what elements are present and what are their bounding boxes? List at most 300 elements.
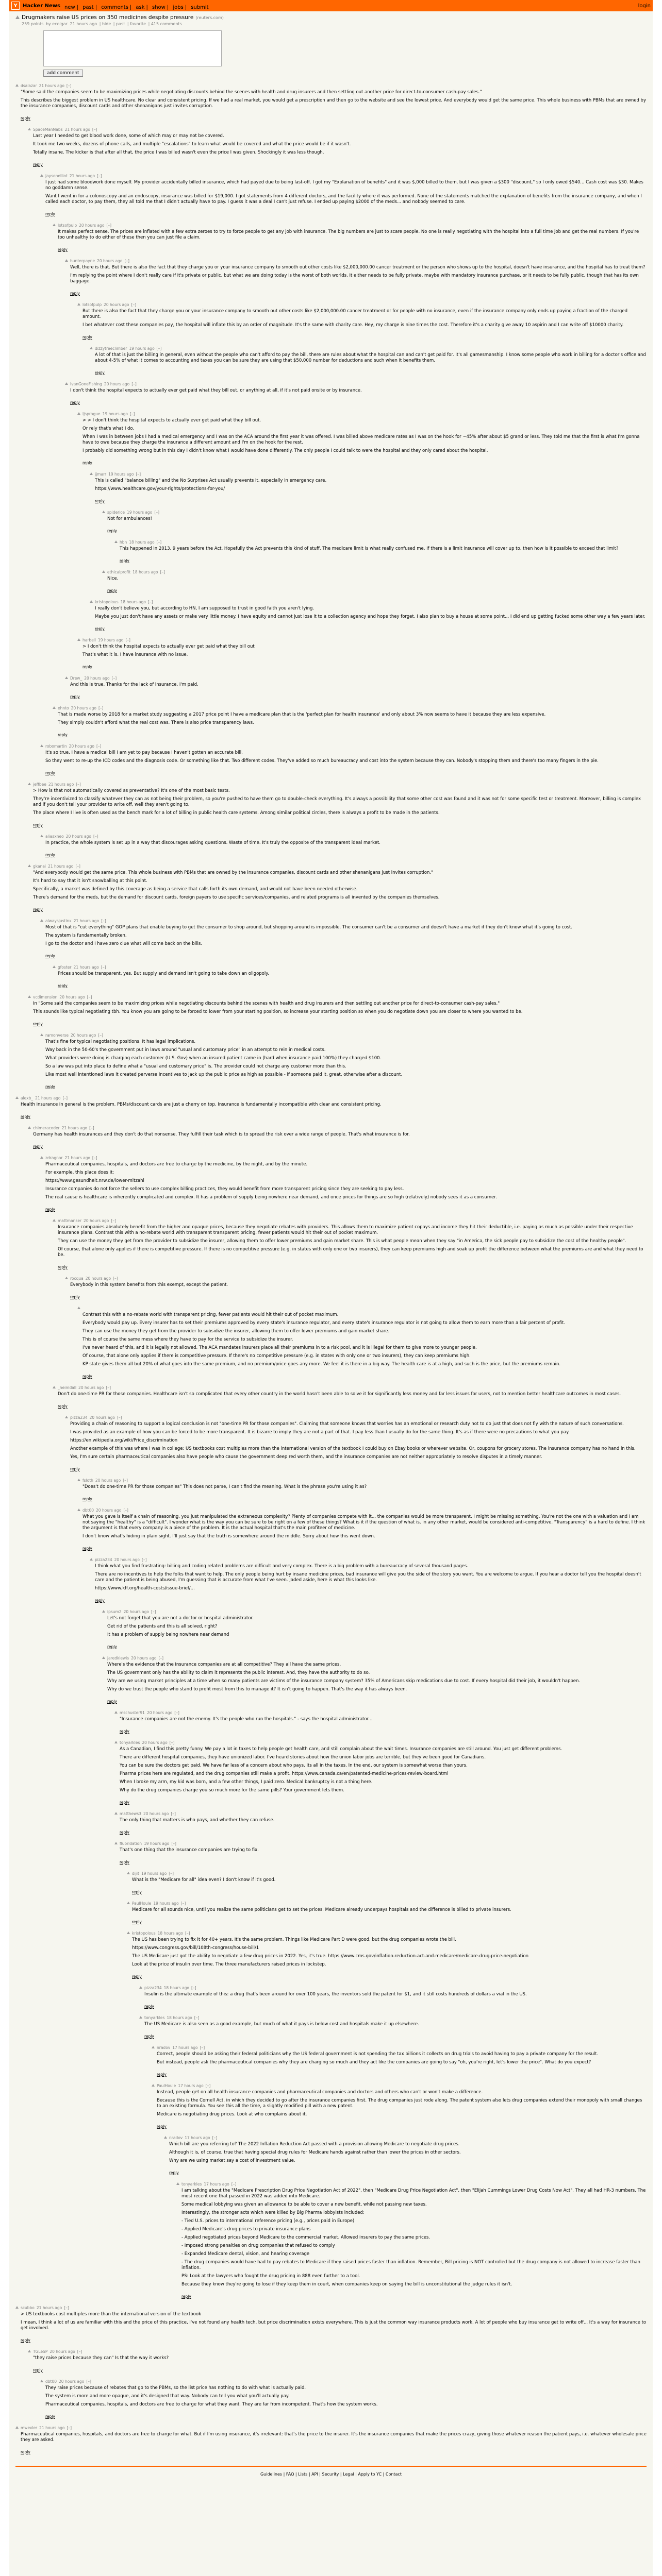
comment-collapse[interactable]: [–] — [97, 174, 102, 178]
reply-link[interactable]: reply — [82, 665, 92, 669]
comment-user[interactable]: SpaceManNabs — [33, 127, 63, 132]
nav-jobs[interactable]: jobs — [173, 4, 184, 10]
comment-collapse[interactable]: [–] — [124, 259, 130, 263]
comment-user[interactable]: pizza234 — [144, 1986, 162, 1990]
comment-collapse[interactable]: [–] — [200, 2045, 205, 2050]
comment-user[interactable]: mattmanser — [58, 1218, 82, 1223]
comment-user[interactable]: lotsofpulp — [82, 302, 102, 307]
comment-user[interactable]: dsalazar — [21, 83, 37, 88]
comment-text — [139, 1992, 647, 1997]
comment-collapse[interactable]: [–] — [151, 1609, 156, 1614]
comment-user[interactable]: aliasxneo — [45, 834, 64, 839]
comment-user[interactable]: nradov — [157, 2045, 171, 2050]
reply-link[interactable]: reply — [107, 588, 117, 593]
comment-age[interactable]: 20 hours ago — [59, 995, 85, 999]
comment-collapse[interactable]: [–] — [147, 600, 153, 604]
comment-collapse[interactable]: [–] — [130, 412, 135, 416]
reply-link[interactable]: reply — [45, 1084, 55, 1089]
comment-collapse[interactable]: [–] — [131, 382, 137, 386]
comment-age[interactable]: 20 hours ago — [146, 1710, 173, 1715]
comment-collapse[interactable]: [–] — [96, 744, 102, 749]
nav-show[interactable]: show — [152, 4, 166, 10]
comment-upvote-arrow-icon[interactable] — [127, 1872, 130, 1874]
comment-user[interactable]: ramonverse — [45, 1033, 69, 1038]
comment-upvote-arrow-icon[interactable] — [65, 259, 68, 262]
y-logo-icon[interactable]: Y — [11, 2, 20, 10]
comment-user[interactable]: robomartin — [45, 744, 67, 749]
reply-link[interactable]: reply — [82, 461, 92, 465]
reply-link[interactable]: reply — [58, 1404, 68, 1409]
reply-link[interactable]: reply — [144, 2034, 154, 2039]
comment-age[interactable]: 19 hours ago — [143, 1841, 170, 1846]
login-link[interactable]: login — [638, 3, 651, 9]
reply-link[interactable]: reply — [45, 2414, 55, 2419]
comment-user[interactable]: alexb_ — [21, 1096, 34, 1100]
comment-age[interactable]: 18 hours ago — [129, 540, 155, 545]
comment-age[interactable]: 20 hours ago — [104, 382, 130, 386]
reply-link[interactable]: reply — [45, 771, 55, 775]
reply-link[interactable]: reply — [21, 116, 30, 121]
reply-link[interactable]: reply — [45, 212, 55, 216]
comment-user[interactable]: mschuster91 — [120, 1710, 145, 1715]
comment-collapse[interactable]: [–] — [106, 223, 112, 228]
comment-upvote-arrow-icon[interactable] — [114, 540, 118, 543]
comment-user[interactable]: nradov — [169, 2136, 183, 2140]
story-hide[interactable]: hide — [102, 22, 111, 26]
comment-collapse[interactable]: [–] — [86, 2379, 91, 2384]
comment-upvote-arrow-icon[interactable] — [53, 965, 56, 968]
comment-upvote-arrow-icon[interactable] — [90, 600, 93, 603]
comment-user[interactable]: mwexler — [21, 2426, 38, 2430]
comment-age[interactable]: 17 hours ago — [172, 2045, 198, 2050]
comment-collapse[interactable]: [–] — [169, 1740, 175, 1745]
comment-age[interactable]: 20 hours ago — [96, 1508, 122, 1513]
reply-link[interactable]: reply — [33, 2368, 43, 2372]
comment-upvote-arrow-icon[interactable] — [77, 1307, 80, 1309]
reply-link[interactable]: reply — [70, 694, 80, 699]
comment-user[interactable]: vcdimension — [33, 995, 58, 999]
add-comment-button[interactable]: add comment — [43, 70, 83, 77]
reply-link[interactable]: reply — [144, 2004, 154, 2009]
reply-link[interactable]: reply — [21, 1114, 30, 1119]
comment-age[interactable]: 21 hours ago — [36, 2306, 62, 2310]
comment-user[interactable]: gfoster — [58, 965, 72, 970]
comment-age[interactable]: 19 hours ago — [97, 638, 124, 642]
comment-upvote-arrow-icon[interactable] — [15, 2426, 19, 2429]
comment-upvote-arrow-icon[interactable] — [28, 2350, 31, 2352]
reply-link[interactable]: reply — [169, 2171, 179, 2175]
reply-link[interactable]: reply — [70, 1467, 80, 1471]
comment-upvote-arrow-icon[interactable] — [40, 174, 43, 177]
comment-age[interactable]: 20 hours ago — [97, 259, 123, 263]
comment-age[interactable]: 21 hours ago — [39, 2426, 65, 2430]
comment-upvote-arrow-icon[interactable] — [40, 744, 43, 747]
comment-user[interactable]: ethicalprofit — [107, 570, 131, 574]
reply-link[interactable]: reply — [58, 733, 68, 737]
comment-collapse[interactable]: [–] — [160, 570, 166, 574]
comment-collapse[interactable]: [–] — [212, 2136, 218, 2140]
comment-upvote-arrow-icon[interactable] — [28, 1126, 31, 1129]
comment-collapse[interactable]: [–] — [174, 1710, 179, 1715]
comment-collapse[interactable]: [–] — [98, 706, 104, 710]
comment-upvote-arrow-icon[interactable] — [53, 706, 56, 709]
comment-user[interactable]: hbn — [120, 540, 127, 545]
story-comments[interactable]: 415 comments — [151, 22, 182, 26]
comment-collapse[interactable]: [–] — [117, 1415, 122, 1420]
comment-user[interactable]: jeffbee — [33, 782, 46, 787]
reply-link[interactable]: reply — [82, 1374, 92, 1379]
comment-age[interactable]: 20 hours ago — [114, 1557, 140, 1562]
comment-user[interactable]: Drew_ — [70, 676, 82, 681]
upvote-arrow-icon[interactable] — [15, 15, 20, 19]
comment-user[interactable]: rocqua — [70, 1276, 84, 1281]
comment-user[interactable]: jaysonelliot — [45, 174, 68, 178]
comment-upvote-arrow-icon[interactable] — [102, 1610, 105, 1613]
comment-collapse[interactable]: [–] — [87, 995, 92, 999]
comment-collapse[interactable]: [–] — [154, 510, 159, 515]
comment-user[interactable]: PaulHoule — [132, 1901, 152, 1906]
comment-collapse[interactable]: [–] — [101, 965, 106, 970]
comment-age[interactable]: 20 hours ago — [65, 834, 92, 839]
comment-age[interactable]: 21 hours ago — [61, 1126, 88, 1130]
story-age[interactable]: 21 hours ago — [70, 22, 97, 26]
comment-paragraph: Yes, I'm sure certain pharmaceutical companies also have people who cause the government deep red worth them, and the insurance companies are not neither appropriately to resolve disputes in a timely manner. — [70, 1454, 542, 1460]
reply-link[interactable]: reply — [82, 335, 92, 340]
comment-collapse[interactable]: [–] — [89, 1126, 94, 1130]
comment-age[interactable]: 21 hours ago — [48, 782, 74, 787]
comment-age[interactable]: 20 hours ago — [78, 1385, 104, 1390]
comment-user[interactable]: fsloth — [82, 1478, 93, 1483]
comment-collapse[interactable]: [–] — [136, 472, 141, 477]
comment-user[interactable]: dbt00 — [45, 2379, 57, 2384]
reply-link[interactable]: reply — [45, 1207, 55, 1212]
comment-age[interactable]: 21 hours ago — [48, 864, 74, 869]
reply-link[interactable]: reply — [120, 1729, 129, 1734]
comment-age[interactable]: 17 hours ago — [204, 2182, 229, 2187]
comment-age[interactable]: 21 hours ago — [39, 83, 64, 88]
comment-user[interactable]: dijit — [132, 1871, 139, 1876]
comment-age[interactable]: 21 hours ago — [64, 127, 90, 132]
comment-collapse[interactable]: [–] — [171, 1841, 176, 1846]
comment-collapse[interactable]: [–] — [113, 1276, 118, 1281]
comment-user[interactable]: ehnto — [58, 706, 69, 710]
reply-link[interactable]: reply — [132, 1920, 142, 1924]
story-title[interactable]: Drugmakers raise US prices on 350 medicines despite pressure — [22, 14, 194, 21]
reply-link[interactable]: reply — [58, 984, 68, 988]
story-favorite[interactable]: favorite — [130, 22, 146, 26]
comment-collapse[interactable]: [–] — [106, 1385, 111, 1390]
comment-upvote-arrow-icon[interactable] — [28, 865, 31, 867]
reply-link[interactable]: reply — [58, 247, 68, 252]
story-past[interactable]: past — [116, 22, 125, 26]
comment-upvote-arrow-icon[interactable] — [28, 995, 31, 998]
comment-collapse[interactable]: [–] — [169, 1871, 174, 1876]
reply-link[interactable]: reply — [82, 1497, 92, 1501]
comment-upvote-arrow-icon[interactable] — [53, 1386, 56, 1388]
comment-user[interactable]: pizza234 — [95, 1557, 112, 1562]
reply-link[interactable]: reply — [95, 1598, 105, 1603]
reply-link[interactable]: reply — [33, 823, 43, 827]
comment-upvote-arrow-icon[interactable] — [65, 1416, 68, 1418]
comment-user[interactable]: scubbo — [21, 2306, 35, 2310]
comment-upvote-arrow-icon[interactable] — [90, 347, 93, 349]
comment-age[interactable]: 20 hours ago — [59, 2379, 85, 2384]
comment-upvote-arrow-icon[interactable] — [53, 1219, 56, 1222]
nav-submit[interactable]: submit — [191, 4, 209, 10]
reply-link[interactable]: reply — [157, 2124, 167, 2129]
comment-upvote-arrow-icon[interactable] — [77, 638, 80, 641]
comment-upvote-arrow-icon[interactable] — [28, 128, 31, 130]
comment-age[interactable]: 21 hours ago — [73, 919, 100, 923]
comment-user[interactable]: TGLeSP — [33, 2349, 48, 2354]
comment-upvote-arrow-icon[interactable] — [127, 1931, 130, 1934]
comment-upvote-arrow-icon[interactable] — [40, 835, 43, 837]
comment-upvote-arrow-icon[interactable] — [77, 303, 80, 306]
comment-upvote-arrow-icon[interactable] — [40, 2380, 43, 2382]
comment-age[interactable]: 20 hours ago — [49, 2349, 75, 2354]
nav-ask[interactable]: ask — [136, 4, 145, 10]
comment — [90, 471, 647, 504]
comment-age[interactable]: 19 hours ago — [129, 346, 155, 351]
comment-upvote-arrow-icon[interactable] — [65, 676, 68, 679]
comment-collapse[interactable]: [–] — [171, 1811, 176, 1816]
comment-user[interactable]: dbt00 — [82, 1508, 94, 1513]
comment-upvote-arrow-icon[interactable] — [40, 1156, 43, 1159]
reply-link[interactable]: reply — [132, 1974, 142, 1979]
comment-paragraph: Most of that is "cut everything" GOP plans that enable buying to get the consumer to shop around, but shopping around is impossible. The consumer can't be a consumer and doesn't have a market if they don't know what it's going to cost. — [45, 925, 572, 930]
comment-age[interactable]: 19 hours ago — [108, 472, 134, 477]
nav-new[interactable]: new — [64, 4, 75, 10]
comment-upvote-arrow-icon[interactable] — [127, 1902, 130, 1904]
comment-upvote-arrow-icon[interactable] — [28, 783, 31, 785]
comment-age[interactable]: 20 hours ago — [84, 1218, 109, 1223]
comment-collapse[interactable]: [–] — [67, 2426, 72, 2430]
comment-user[interactable]: jjmarr — [95, 472, 107, 477]
comment-age[interactable]: 21 hours ago — [69, 174, 95, 178]
comment-user[interactable]: zdragnar — [45, 1156, 63, 1160]
comment-collapse[interactable]: [–] — [131, 302, 137, 307]
comment-age[interactable]: 20 hours ago — [84, 676, 110, 681]
reply-link[interactable]: reply — [95, 499, 105, 503]
comment-user[interactable]: PaulHoule — [157, 2083, 176, 2088]
comment-upvote-arrow-icon[interactable] — [15, 84, 19, 87]
comment-upvote-arrow-icon[interactable] — [77, 412, 80, 415]
comment-upvote-arrow-icon[interactable] — [40, 1033, 43, 1036]
comment-collapse[interactable]: [–] — [75, 864, 80, 869]
comment-age[interactable]: 20 hours ago — [104, 302, 129, 307]
story-author[interactable]: by ecolgar — [45, 22, 68, 26]
comment-upvote-arrow-icon[interactable] — [90, 1558, 93, 1561]
reply-link[interactable]: reply — [70, 1295, 80, 1299]
comment-age[interactable]: 21 hours ago — [64, 1156, 90, 1160]
reply-link[interactable]: reply — [132, 1890, 142, 1894]
comment-upvote-arrow-icon[interactable] — [152, 2084, 155, 2087]
comment-collapse[interactable]: [–] — [231, 2182, 237, 2187]
comment-upvote-arrow-icon[interactable] — [164, 2136, 167, 2139]
reply-link[interactable]: reply — [58, 1265, 68, 1269]
comment-age[interactable]: 19 hours ago — [102, 412, 128, 416]
comment-age[interactable]: 19 hours ago — [141, 1871, 167, 1876]
comment-collapse[interactable]: [–] — [92, 1156, 97, 1160]
comment-collapse[interactable]: [–] — [64, 2306, 69, 2310]
comment-age[interactable]: 20 hours ago — [71, 706, 96, 710]
reply-link[interactable]: reply — [120, 1830, 129, 1835]
comment-age[interactable]: 19 hours ago — [127, 510, 153, 515]
reply-link[interactable]: reply — [21, 2450, 30, 2454]
comment-age[interactable]: 17 hours ago — [185, 2136, 210, 2140]
comment-upvote-arrow-icon[interactable] — [152, 2046, 155, 2048]
reply-link[interactable]: reply — [157, 2072, 167, 2077]
comment-upvote-arrow-icon[interactable] — [114, 1741, 118, 1743]
comment-upvote-arrow-icon[interactable] — [139, 2016, 142, 2019]
comment-collapse[interactable]: [–] — [66, 83, 72, 88]
comment-user[interactable]: ljsprague — [82, 412, 101, 416]
comment-collapse[interactable]: [–] — [123, 1478, 128, 1483]
comment-age[interactable]: 20 hours ago — [89, 1415, 115, 1420]
comment-age[interactable]: 18 hours ago — [157, 1931, 183, 1936]
comment-upvote-arrow-icon[interactable] — [40, 919, 43, 922]
reply-link[interactable]: reply — [33, 162, 43, 167]
comment-collapse[interactable]: [–] — [180, 1901, 186, 1906]
comment-collapse[interactable]: [–] — [93, 834, 98, 839]
comment-upvote-arrow-icon[interactable] — [77, 1479, 80, 1481]
reply-link[interactable]: reply — [21, 2338, 30, 2343]
comment-collapse[interactable]: [–] — [141, 1557, 147, 1562]
comment-header — [90, 1557, 647, 1563]
comment-collapse[interactable]: [–] — [158, 1656, 164, 1660]
comment-collapse[interactable]: [–] — [123, 1508, 128, 1513]
comment-textarea[interactable] — [43, 30, 222, 66]
comment-user[interactable]: pizza234 — [70, 1415, 88, 1420]
comment-user[interactable]: alwaysjustinx — [45, 919, 72, 923]
nav-past[interactable]: past — [82, 4, 94, 10]
comment-age[interactable]: 18 hours ago — [167, 2015, 192, 2020]
comment-collapse[interactable]: [–] — [194, 2015, 200, 2020]
comment-upvote-arrow-icon[interactable] — [65, 382, 68, 385]
comment-age[interactable]: 18 hours ago — [120, 600, 146, 604]
reply-link[interactable]: reply — [45, 853, 55, 857]
reply-link[interactable]: reply — [120, 558, 129, 563]
reply-link[interactable]: reply — [107, 1699, 117, 1704]
comment-age[interactable]: 20 hours ago — [71, 1033, 96, 1038]
comment-collapse[interactable]: [–] — [101, 919, 106, 923]
comment-user[interactable]: dizzytreeclimber — [95, 346, 127, 351]
comment-collapse[interactable]: [–] — [205, 2083, 211, 2088]
reply-link[interactable]: reply — [45, 954, 55, 958]
reply-link[interactable]: reply — [70, 400, 80, 405]
comment-user[interactable]: spiderice — [107, 510, 125, 515]
comment-upvote-arrow-icon[interactable] — [139, 1986, 142, 1989]
reply-link[interactable]: reply — [95, 370, 105, 375]
comment-user[interactable]: matthews3 — [120, 1811, 141, 1816]
comment-user[interactable]: kristopolous — [95, 600, 119, 604]
comment-upvote-arrow-icon[interactable] — [65, 1277, 68, 1279]
comment-collapse[interactable]: [–] — [185, 1931, 190, 1936]
comment-age[interactable]: 17 hours ago — [178, 2083, 204, 2088]
comment-user[interactable]: jaredklewis — [107, 1656, 129, 1660]
reply-link[interactable]: reply — [33, 907, 43, 912]
comment-collapse[interactable]: [–] — [111, 1218, 116, 1223]
reply-link[interactable]: reply — [33, 1144, 43, 1149]
comment-age[interactable]: 20 hours ago — [79, 223, 105, 228]
comment-age[interactable]: 20 hours ago — [131, 1656, 157, 1660]
comment-upvote-arrow-icon[interactable] — [15, 1096, 19, 1099]
story-site[interactable]: (reuters.com) — [195, 15, 224, 20]
comment-upvote-arrow-icon[interactable] — [176, 2182, 179, 2185]
comment-upvote-arrow-icon[interactable] — [102, 511, 105, 513]
comment-age[interactable]: 20 hours ago — [85, 1276, 111, 1281]
comment-collapse[interactable]: [–] — [77, 2349, 82, 2354]
comment-age[interactable]: 20 hours ago — [95, 1478, 121, 1483]
comment-collapse[interactable]: [–] — [191, 1986, 196, 1990]
comment-age[interactable]: 21 hours ago — [73, 965, 99, 970]
comment-user[interactable]: tonyarkles — [181, 2182, 202, 2187]
comment-user[interactable]: ipsum2 — [107, 1609, 122, 1614]
reply-link[interactable]: reply — [181, 2294, 191, 2299]
comment-upvote-arrow-icon[interactable] — [114, 1711, 118, 1714]
reply-link[interactable]: reply — [120, 1860, 129, 1865]
comment-collapse[interactable]: [–] — [98, 1033, 103, 1038]
comment-upvote-arrow-icon[interactable] — [102, 1656, 105, 1659]
comment-upvote-arrow-icon[interactable] — [114, 1812, 118, 1815]
nav-comments[interactable]: comments — [101, 4, 128, 10]
reply-link[interactable]: reply — [95, 626, 105, 631]
comment-user[interactable]: gkanai — [33, 864, 46, 869]
comment-age[interactable]: 20 hours ago — [142, 1740, 168, 1745]
comment-age[interactable]: 21 hours ago — [35, 1096, 61, 1100]
comment-collapse[interactable]: [–] — [92, 127, 97, 132]
comment-age[interactable]: 18 hours ago — [133, 570, 158, 574]
comment-collapse[interactable]: [–] — [62, 1096, 68, 1100]
comment-collapse[interactable]: [–] — [125, 638, 130, 642]
comment-collapse[interactable]: [–] — [111, 676, 117, 681]
comment — [139, 1985, 647, 2010]
comment-user[interactable]: tonyarkles — [144, 2015, 165, 2020]
comment-collapse[interactable]: [–] — [156, 540, 162, 545]
comment-user[interactable]: lotsofpulp — [58, 223, 77, 228]
comment-upvote-arrow-icon[interactable] — [77, 1509, 80, 1511]
comment-upvote-arrow-icon[interactable] — [114, 1842, 118, 1844]
comment-user[interactable]: IvanGoneFishing — [70, 382, 102, 386]
comment-age[interactable]: 19 hours ago — [153, 1901, 179, 1906]
reply-link[interactable]: reply — [120, 1800, 129, 1805]
reply-link[interactable]: reply — [82, 1546, 92, 1551]
comment-upvote-arrow-icon[interactable] — [15, 2306, 19, 2309]
comment-collapse[interactable]: [–] — [156, 346, 162, 351]
comment-user[interactable]: harbell — [82, 638, 96, 642]
comment-upvote-arrow-icon[interactable] — [53, 224, 56, 226]
comment-age[interactable]: 20 hours ago — [143, 1811, 169, 1816]
reply-link[interactable]: reply — [107, 529, 117, 533]
comment-age[interactable]: 18 hours ago — [163, 1986, 189, 1990]
comment-user[interactable]: chimeracoder — [33, 1126, 60, 1130]
comment-age[interactable]: 20 hours ago — [69, 744, 94, 749]
comment-user[interactable]: tonyarkles — [120, 1740, 140, 1745]
site-name[interactable]: Hacker News — [23, 3, 60, 9]
comment-user[interactable]: kristopolous — [132, 1931, 156, 1936]
comment-collapse[interactable]: [–] — [76, 782, 81, 787]
reply-link[interactable]: reply — [107, 1645, 117, 1649]
reply-link[interactable]: reply — [33, 1022, 43, 1026]
comment-upvote-arrow-icon[interactable] — [102, 570, 105, 573]
comment-upvote-arrow-icon[interactable] — [90, 472, 93, 475]
comment-text — [152, 2090, 647, 2117]
comment-age[interactable]: 20 hours ago — [123, 1609, 149, 1614]
comment-user[interactable]: _heimdall — [58, 1385, 77, 1390]
reply-link[interactable]: reply — [70, 291, 80, 296]
comment-user[interactable]: fluoridation — [120, 1841, 142, 1846]
comment-user[interactable]: hunterpayne — [70, 259, 95, 263]
